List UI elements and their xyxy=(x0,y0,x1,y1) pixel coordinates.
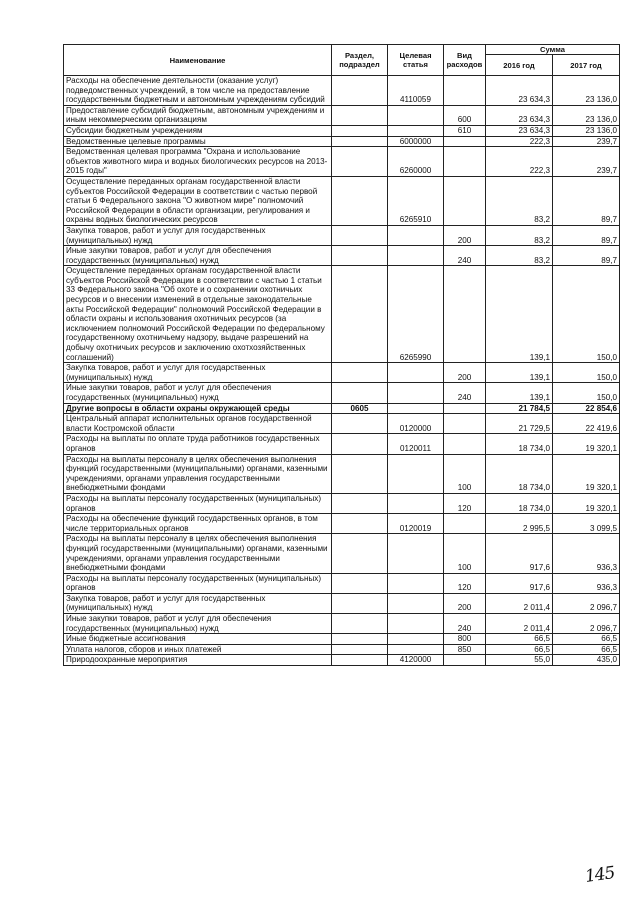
row-amount-2017: 66,5 xyxy=(553,644,620,655)
row-amount-2017: 150,0 xyxy=(553,383,620,403)
row-amount-2016: 222,3 xyxy=(486,147,553,177)
table-row xyxy=(64,266,620,363)
row-target-article xyxy=(388,125,444,136)
table-row xyxy=(64,125,620,136)
row-target-article: 4110059 xyxy=(388,76,444,106)
table-row xyxy=(64,614,620,634)
row-expense-kind: 610 xyxy=(444,125,486,136)
row-name: Закупка товаров, работ и услуг для государственных (муниципальных) нужд xyxy=(64,225,332,245)
row-target-article xyxy=(388,614,444,634)
row-expense-kind: 100 xyxy=(444,454,486,493)
row-name: Предоставление субсидий бюджетным, автономным учреждениям и иным некоммерческим организациям xyxy=(64,105,332,125)
row-target-article xyxy=(388,493,444,513)
row-section xyxy=(332,454,388,493)
row-section xyxy=(332,593,388,613)
row-expense-kind: 200 xyxy=(444,225,486,245)
table-row xyxy=(64,593,620,613)
row-target-article: 6260000 xyxy=(388,147,444,177)
row-name: Расходы на обеспечение функций государственных органов, в том числе территориальных органов xyxy=(64,514,332,534)
row-amount-2016: 139,1 xyxy=(486,383,553,403)
row-name: Расходы на выплаты персоналу в целях обеспечения выполнения функций государственными (муниципальными) органами, казенными учреждениями, органами управления государственными внебюджетными фондами xyxy=(64,454,332,493)
row-section xyxy=(332,136,388,147)
row-name: Уплата налогов, сборов и иных платежей xyxy=(64,644,332,655)
row-target-article: 6265990 xyxy=(388,266,444,363)
row-section xyxy=(332,534,388,573)
page-number: 145 xyxy=(583,863,616,887)
row-amount-2017: 89,7 xyxy=(553,246,620,266)
row-name: Другие вопросы в области охраны окружающей среды xyxy=(64,403,332,414)
row-section xyxy=(332,125,388,136)
table-row xyxy=(64,434,620,454)
row-section xyxy=(332,266,388,363)
row-amount-2016: 83,2 xyxy=(486,176,553,225)
row-amount-2017: 936,3 xyxy=(553,573,620,593)
row-section xyxy=(332,434,388,454)
row-expense-kind: 240 xyxy=(444,614,486,634)
table-row xyxy=(64,573,620,593)
row-name: Расходы на выплаты персоналу в целях обеспечения выполнения функций государственными (муниципальными) органами, казенными учреждениями, органами управления государственными внебюджетными фондами xyxy=(64,534,332,573)
table-row xyxy=(64,76,620,106)
row-amount-2016: 18 734,0 xyxy=(486,454,553,493)
table-row xyxy=(64,225,620,245)
row-amount-2016: 917,6 xyxy=(486,573,553,593)
row-amount-2017: 23 136,0 xyxy=(553,125,620,136)
row-section xyxy=(332,383,388,403)
row-expense-kind: 120 xyxy=(444,573,486,593)
row-target-article: 0120011 xyxy=(388,434,444,454)
row-amount-2016: 23 634,3 xyxy=(486,76,553,106)
row-amount-2016: 55,0 xyxy=(486,655,553,666)
table-row xyxy=(64,176,620,225)
row-target-article xyxy=(388,534,444,573)
row-amount-2016: 66,5 xyxy=(486,634,553,645)
row-section xyxy=(332,655,388,666)
row-section xyxy=(332,644,388,655)
row-amount-2017: 2 096,7 xyxy=(553,593,620,613)
row-amount-2017: 89,7 xyxy=(553,225,620,245)
row-target-article xyxy=(388,454,444,493)
row-name: Закупка товаров, работ и услуг для государственных (муниципальных) нужд xyxy=(64,363,332,383)
row-amount-2017: 150,0 xyxy=(553,266,620,363)
row-target-article: 6000000 xyxy=(388,136,444,147)
row-amount-2016: 21 729,5 xyxy=(486,414,553,434)
row-amount-2016: 66,5 xyxy=(486,644,553,655)
header-year-2017: 2017 год xyxy=(553,55,620,76)
row-amount-2016: 18 734,0 xyxy=(486,434,553,454)
row-expense-kind: 120 xyxy=(444,493,486,513)
row-expense-kind: 600 xyxy=(444,105,486,125)
row-amount-2016: 21 784,5 xyxy=(486,403,553,414)
row-amount-2017: 239,7 xyxy=(553,147,620,177)
row-amount-2016: 2 011,4 xyxy=(486,614,553,634)
row-amount-2017: 23 136,0 xyxy=(553,105,620,125)
row-amount-2017: 19 320,1 xyxy=(553,434,620,454)
row-target-article xyxy=(388,634,444,645)
row-amount-2016: 83,2 xyxy=(486,246,553,266)
row-name: Ведомственная целевая программа "Охрана и использование объектов животного мира и водных биологических ресурсов на 2013-2015 годы" xyxy=(64,147,332,177)
table-row xyxy=(64,363,620,383)
table-row xyxy=(64,514,620,534)
row-target-article xyxy=(388,246,444,266)
row-name: Осуществление переданных органам государственной власти субъектов Российской Федерации в соответствии с частью 1 статьи 33 Федерального закона "Об охоте и о сохранении охотничьих ресурсов и о внесении изменений в отдельные законодательные акты Российской Федерации" полномочий Российской Федерации в области охраны и использования охотничьих ресурсов (за исключением полномочий Российской Федерации по федеральному государственному охотничьему надзору, выдаче разрешений на добычу охотничьих ресурсов и заключению охотхозяйственных соглашений) xyxy=(64,266,332,363)
header-name: Наименование xyxy=(64,45,332,76)
row-amount-2016: 139,1 xyxy=(486,266,553,363)
row-target-article xyxy=(388,573,444,593)
table-row xyxy=(64,634,620,645)
row-section xyxy=(332,634,388,645)
header-year-2016: 2016 год xyxy=(486,55,553,76)
row-target-article xyxy=(388,225,444,245)
row-section xyxy=(332,573,388,593)
row-name: Центральный аппарат исполнительных органов государственной власти Костромской области xyxy=(64,414,332,434)
row-amount-2017: 2 096,7 xyxy=(553,614,620,634)
table-body xyxy=(64,76,620,666)
row-amount-2017: 66,5 xyxy=(553,634,620,645)
row-expense-kind xyxy=(444,136,486,147)
table-row xyxy=(64,403,620,414)
row-name: Осуществление переданных органам государственной власти субъектов Российской Федерации в соответствии с частью первой статьи 6 Федерального закона "О животном мире" полномочий Российской Федерации в области организации, регулирования и охраны водных биологических ресурсов xyxy=(64,176,332,225)
row-amount-2016: 2 011,4 xyxy=(486,593,553,613)
row-target-article: 0120019 xyxy=(388,514,444,534)
header-section: Раздел, подраздел xyxy=(332,45,388,76)
row-section xyxy=(332,105,388,125)
table-row xyxy=(64,136,620,147)
row-amount-2016: 222,3 xyxy=(486,136,553,147)
row-amount-2017: 19 320,1 xyxy=(553,493,620,513)
row-amount-2017: 22 854,6 xyxy=(553,403,620,414)
row-expense-kind: 100 xyxy=(444,534,486,573)
row-target-article: 0120000 xyxy=(388,414,444,434)
row-section xyxy=(332,514,388,534)
row-expense-kind: 200 xyxy=(444,593,486,613)
table-row xyxy=(64,147,620,177)
row-expense-kind: 800 xyxy=(444,634,486,645)
row-amount-2016: 23 634,3 xyxy=(486,105,553,125)
table-row xyxy=(64,246,620,266)
row-expense-kind: 200 xyxy=(444,363,486,383)
row-expense-kind xyxy=(444,266,486,363)
row-amount-2017: 435,0 xyxy=(553,655,620,666)
row-amount-2017: 3 099,5 xyxy=(553,514,620,534)
header-sum: Сумма xyxy=(486,45,620,55)
table-row xyxy=(64,105,620,125)
row-amount-2016: 2 995,5 xyxy=(486,514,553,534)
row-section xyxy=(332,225,388,245)
row-expense-kind: 850 xyxy=(444,644,486,655)
row-amount-2017: 936,3 xyxy=(553,534,620,573)
row-amount-2017: 22 419,6 xyxy=(553,414,620,434)
table-row xyxy=(64,655,620,666)
row-section xyxy=(332,76,388,106)
table-row xyxy=(64,534,620,573)
row-target-article xyxy=(388,383,444,403)
row-target-article xyxy=(388,593,444,613)
row-expense-kind xyxy=(444,655,486,666)
row-section xyxy=(332,176,388,225)
row-section xyxy=(332,147,388,177)
row-target-article xyxy=(388,363,444,383)
table-row xyxy=(64,414,620,434)
row-name: Расходы на выплаты персоналу государственных (муниципальных) органов xyxy=(64,573,332,593)
row-target-article: 4120000 xyxy=(388,655,444,666)
budget-table xyxy=(63,44,620,666)
row-expense-kind xyxy=(444,514,486,534)
row-expense-kind xyxy=(444,434,486,454)
row-name: Расходы на выплаты по оплате труда работников государственных органов xyxy=(64,434,332,454)
table-row xyxy=(64,493,620,513)
table-row xyxy=(64,454,620,493)
row-name: Иные бюджетные ассигнования xyxy=(64,634,332,645)
row-expense-kind xyxy=(444,147,486,177)
row-amount-2016: 23 634,3 xyxy=(486,125,553,136)
row-name: Ведомственные целевые программы xyxy=(64,136,332,147)
row-expense-kind xyxy=(444,403,486,414)
row-section xyxy=(332,493,388,513)
row-name: Природоохранные мероприятия xyxy=(64,655,332,666)
row-amount-2017: 89,7 xyxy=(553,176,620,225)
row-expense-kind: 240 xyxy=(444,246,486,266)
row-target-article: 6265910 xyxy=(388,176,444,225)
row-name: Расходы на обеспечение деятельности (оказание услуг) подведомственных учреждений, в том числе на предоставление государственным бюджетным и автономным учреждениям субсидий xyxy=(64,76,332,106)
row-name: Закупка товаров, работ и услуг для государственных (муниципальных) нужд xyxy=(64,593,332,613)
row-expense-kind xyxy=(444,176,486,225)
row-expense-kind xyxy=(444,76,486,106)
row-target-article xyxy=(388,403,444,414)
row-amount-2016: 917,6 xyxy=(486,534,553,573)
row-section xyxy=(332,614,388,634)
row-amount-2016: 18 734,0 xyxy=(486,493,553,513)
row-expense-kind xyxy=(444,414,486,434)
row-target-article xyxy=(388,644,444,655)
row-target-article xyxy=(388,105,444,125)
header-target: Целевая статья xyxy=(388,45,444,76)
row-amount-2017: 239,7 xyxy=(553,136,620,147)
row-name: Субсидии бюджетным учреждениям xyxy=(64,125,332,136)
table-row xyxy=(64,644,620,655)
row-amount-2017: 19 320,1 xyxy=(553,454,620,493)
row-section: 0605 xyxy=(332,403,388,414)
row-section xyxy=(332,246,388,266)
row-expense-kind: 240 xyxy=(444,383,486,403)
row-name: Иные закупки товаров, работ и услуг для обеспечения государственных (муниципальных) нужд xyxy=(64,246,332,266)
row-name: Расходы на выплаты персоналу государственных (муниципальных) органов xyxy=(64,493,332,513)
header-kind: Вид расходов xyxy=(444,45,486,76)
table-header xyxy=(64,45,620,76)
row-amount-2016: 139,1 xyxy=(486,363,553,383)
row-name: Иные закупки товаров, работ и услуг для обеспечения государственных (муниципальных) нужд xyxy=(64,383,332,403)
row-amount-2016: 83,2 xyxy=(486,225,553,245)
row-name: Иные закупки товаров, работ и услуг для обеспечения государственных (муниципальных) нужд xyxy=(64,614,332,634)
row-amount-2017: 23 136,0 xyxy=(553,76,620,106)
table-row xyxy=(64,383,620,403)
row-amount-2017: 150,0 xyxy=(553,363,620,383)
row-section xyxy=(332,414,388,434)
row-section xyxy=(332,363,388,383)
